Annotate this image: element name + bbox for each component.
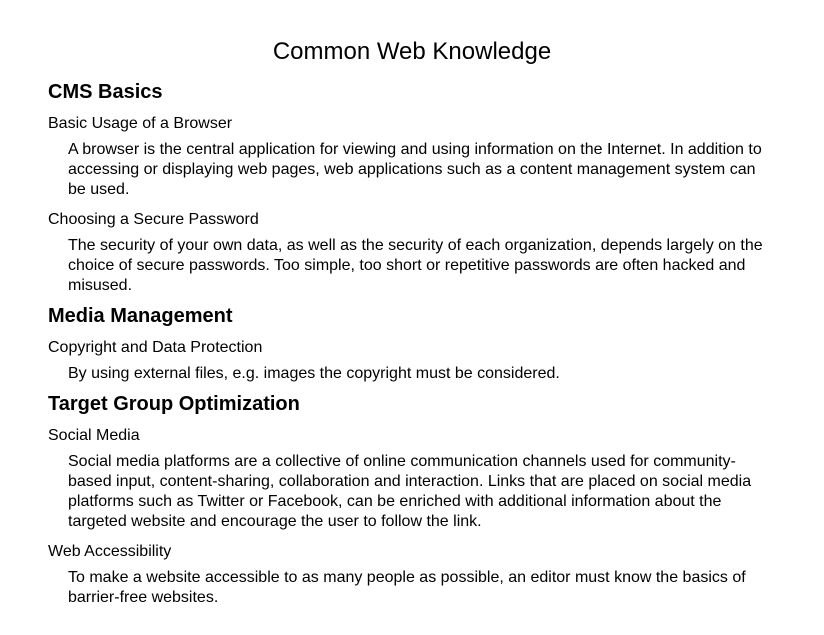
topic-description — [68, 236, 776, 296]
topic-description — [68, 140, 776, 200]
topic-description — [68, 452, 776, 532]
topic-title: Web Accessibility — [48, 543, 172, 560]
topic-description-text: By using external files, e.g. images the copyright must be considered. — [68, 365, 560, 382]
topic-list — [48, 338, 776, 384]
section-media-management — [48, 304, 776, 384]
topic-title: Social Media — [48, 427, 140, 444]
page-title: Common Web Knowledge — [272, 38, 552, 65]
topic-list — [48, 114, 776, 296]
topic-description-text: The security of your own data, as well as the security of each organization, depends largely on the choice of secure passwords. Too simple, too short or repetitive passwords are often hacked and misused. — [68, 237, 763, 294]
topic-title: Choosing a Secure Password — [48, 211, 259, 228]
section-target-group-optimization — [48, 392, 776, 608]
topic-title: Copyright and Data Protection — [48, 339, 263, 356]
topic-description-text: Social media platforms are a collective of online communication channels used for community-based input, content-sharing, collaboration and interaction. Links that are placed on social media platforms such as Twitter or Facebook, can be enriched with additional information about the targeted website and encourage the user to follow the link. — [68, 453, 752, 530]
section-cms-basics — [48, 80, 776, 296]
topic-title: Basic Usage of a Browser — [48, 115, 233, 132]
section-heading: Media Management — [48, 305, 233, 327]
topic-description — [68, 568, 776, 608]
section-heading: Target Group Optimization — [48, 393, 300, 415]
topic-description-text: To make a website accessible to as many people as possible, an editor must know the basics of barrier-free websites. — [68, 569, 746, 606]
topic-list — [48, 426, 776, 608]
section-heading: CMS Basics — [48, 81, 163, 103]
topic-description — [68, 364, 776, 384]
topic-description-text: A browser is the central application for viewing and using information on the Internet. In addition to accessing or displaying web pages, web applications such as a content management system can be used. — [68, 141, 762, 198]
